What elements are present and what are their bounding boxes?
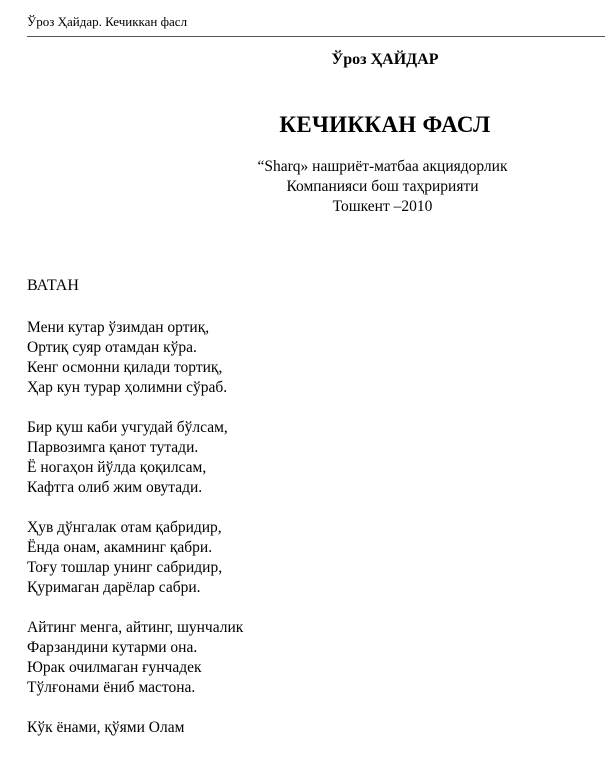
- poem-line: Ҳар кун турар ҳолимни сўраб.: [27, 379, 228, 396]
- poem-line: Ортиқ суяр отамдан кўра.: [27, 339, 197, 356]
- author-name: Ўроз ҲАЙДАР: [331, 51, 439, 68]
- poem-line: Тўлғонами ёниб мастона.: [27, 679, 196, 696]
- stanza: [27, 418, 243, 498]
- poem-body: [27, 318, 243, 758]
- running-header: Ўроз Ҳайдар. Кечиккан фасл: [27, 14, 188, 29]
- poem-line: Кафтга олиб жим овутади.: [27, 479, 203, 496]
- stanza: [27, 318, 243, 398]
- poem-line: Фарзандини кутарми она.: [27, 639, 198, 656]
- poem-title: ВАТАН: [27, 277, 79, 294]
- imprint-line: “Sharq» нашриёт-матбаа акциядорлик: [257, 158, 508, 175]
- imprint-line: Компанияси бош таҳририяти: [286, 178, 479, 195]
- imprint-city-year: Тошкент –2010: [332, 198, 433, 215]
- poem-line: Парвозимга қанот тутади.: [27, 439, 199, 456]
- stanza: [27, 618, 243, 698]
- poem-line: Кенг осмонни қилади тортиқ,: [27, 359, 223, 376]
- poem-line: Қуримаган дарёлар сабри.: [27, 579, 201, 596]
- stanza: [27, 518, 243, 598]
- poem-line: Тоғу тошлар унинг сабридир,: [27, 559, 223, 576]
- poem-line: Ҳув дўнгалак отам қабридир,: [27, 519, 222, 536]
- stanza: [27, 718, 243, 738]
- poem-line: Кўк ёнами, қўями Олам: [27, 719, 185, 736]
- book-title: КЕЧИККАН ФАСЛ: [279, 112, 491, 137]
- poem-line: Мени кутар ўзимдан ортиқ,: [27, 319, 210, 336]
- poem-line: Айтинг менга, айтинг, шунчалик: [27, 619, 244, 636]
- poem-line: Бир қуш каби учгудай бўлсам,: [27, 419, 228, 436]
- poem-line: Ёнда онам, акамнинг қабри.: [27, 539, 213, 556]
- header-divider: [27, 36, 605, 37]
- publisher-imprint: [220, 157, 545, 217]
- poem-line: Юрак очилмаган ғунчадек: [27, 659, 202, 676]
- poem-line: Ё ногаҳон йўлда қоқилсам,: [27, 459, 207, 476]
